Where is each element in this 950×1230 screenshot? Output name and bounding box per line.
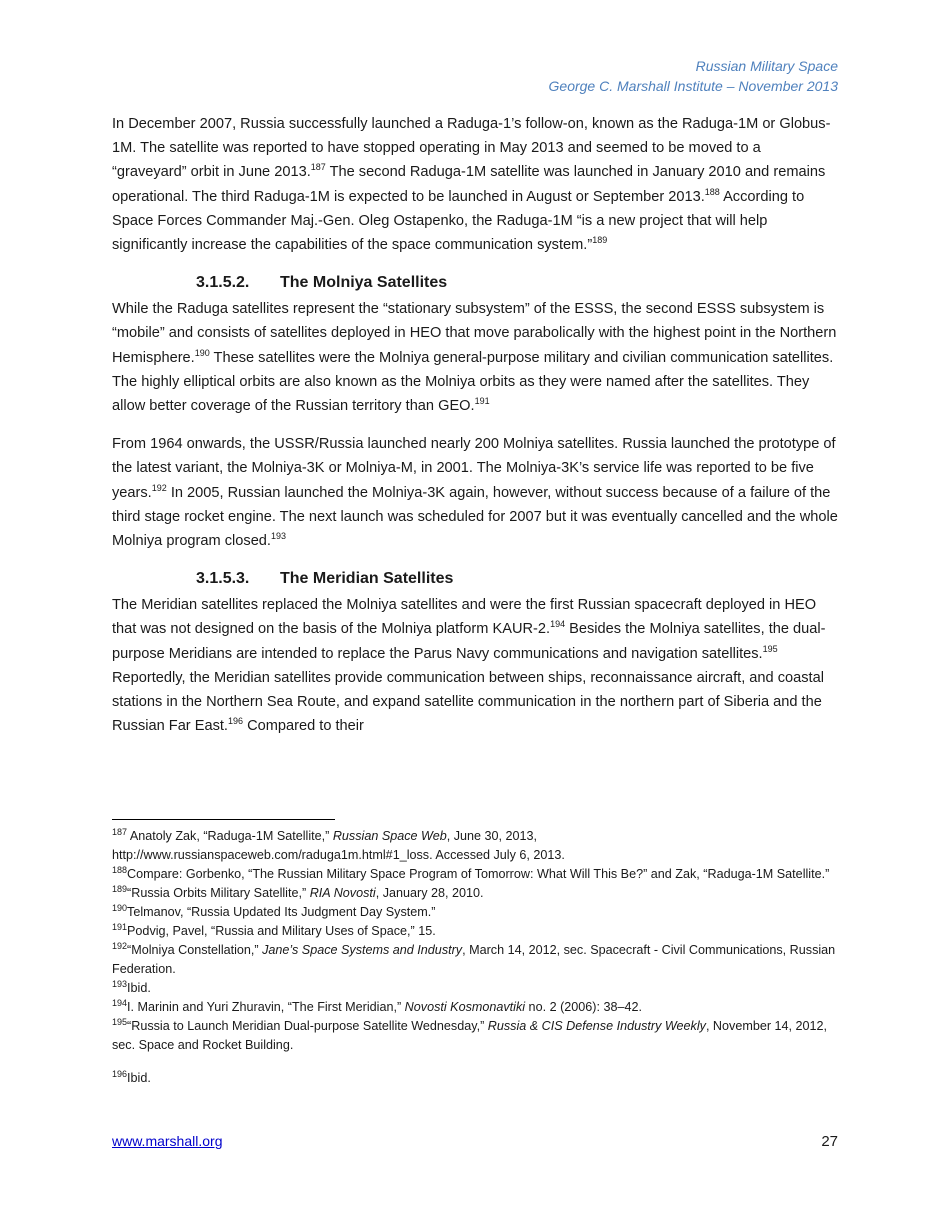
text-run: Besides the Molniya satellites, the dual-purpose Meridians are intended to replace the Parus Navy communications and navigation satellites. [112, 621, 826, 662]
footnote-number: 190 [112, 902, 128, 913]
footnote-number: 195 [112, 1016, 128, 1027]
footnote-number: 188 [112, 864, 128, 875]
paragraph-molniya-2 [112, 432, 838, 553]
text-run: According to Space Forces Commander Maj.-Gen. Oleg Ostapenko, the Raduga-1M “is a new project that will help significantly increase the capabilities of the space communication system.” [112, 188, 805, 254]
footnote-ref[interactable]: 193 [270, 531, 287, 542]
footnote-text: Telmanov, “Russia Updated Its Judgment Day System.” [127, 905, 436, 919]
text-run: While the Raduga satellites represent the “stationary subsystem” of the ESSS, the second ESSS subsystem is “mobile” and consists of satellites deployed in HEO that move parabolically with the highest point in the Northern Hemisphere. [112, 301, 837, 366]
footnote-ref[interactable]: 188 [704, 186, 720, 197]
footnote-url[interactable]: http://www.russianspaceweb.com/raduga1m.html#1_loss. Accessed July 6, 2013. [112, 848, 565, 862]
footnote-text: , June 30, 2013, [446, 829, 538, 843]
footer-website-link[interactable]: www.marshall.org [112, 1133, 223, 1149]
footnote-text: , November 14, 2012, sec. Space and Rocket Building. [112, 1019, 828, 1052]
footnote-source: Russia & CIS Defense Industry Weekly [487, 1019, 706, 1033]
paragraph-molniya-1 [112, 297, 838, 418]
footnote-text: , January 28, 2010. [375, 886, 484, 900]
footnote-text: Podvig, Pavel, “Russia and Military Uses of Space,” 15. [127, 924, 436, 938]
footnote-text: Ibid. [127, 1071, 151, 1085]
paragraph-meridian [112, 593, 838, 738]
footnote-source: Russian Space Web [332, 829, 447, 843]
footnote-193 [112, 979, 838, 998]
header-title: Russian Military Space [695, 58, 838, 74]
footnote-ref[interactable]: 196 [227, 716, 244, 727]
footnote-194 [112, 998, 838, 1017]
footnote-190 [112, 903, 838, 922]
footnote-number: 189 [112, 883, 128, 894]
footnote-number: 193 [112, 978, 128, 989]
footnote-number: 194 [112, 997, 128, 1008]
text-run: In December 2007, Russia successfully launched a Raduga-1’s follow-on, known as the Raduga-1M or Globus-1M. The satellite was reported to have stopped operating in May 2013 and seemed to be moved to a “graveyard” orbit in June 2013. [112, 116, 831, 181]
footnote-ref[interactable]: 195 [762, 643, 778, 654]
text-run: The Meridian satellites replaced the Molniya satellites and were the first Russian spacecraft deployed in HEO that was not designed on the basis of the Molniya platform KAUR-2. [112, 597, 817, 638]
section-heading-molniya [196, 271, 838, 295]
text-run: In 2005, Russian launched the Molniya-3K again, however, without success because of a failure of the third stage rocket engine. The next launch was scheduled for 2007 but it was eventually cancelled and the whole Molniya program closed. [112, 484, 838, 550]
footnote-number: 196 [112, 1068, 128, 1079]
footnote-text: “Russia Orbits Military Satellite,” [127, 886, 310, 900]
footnote-separator [112, 819, 335, 820]
footnote-191 [112, 922, 838, 941]
text-run: From 1964 onwards, the USSR/Russia launched nearly 200 Molniya satellites. Russia launched the prototype of the latest variant, the Molniya-3K or Molniya-M, in 2001. The Molniya-3K’s service life was reported to be five years. [112, 436, 836, 501]
section-title: The Molniya Satellites [280, 274, 448, 292]
footnote-196 [112, 1069, 838, 1088]
main-text [112, 112, 838, 738]
footnote-text: I. Marinin and Yuri Zhuravin, “The First Meridian,” [127, 1000, 405, 1014]
text-run: Compared to their [243, 718, 364, 735]
section-number: 3.1.5.3. [196, 570, 250, 588]
footnote-text: no. 2 (2006): 38–42. [525, 1000, 642, 1014]
footnote-source: Jane’s Space Systems and Industry [262, 943, 463, 957]
footnote-189 [112, 884, 838, 903]
text-run: Reportedly, the Meridian satellites provide communication between ships, reconnaissance aircraft, and coastal stations in the Northern Sea Route, and expand satellite communication in the northern part of Siberia and the Russian Far East. [112, 669, 824, 735]
footnote-number: 192 [112, 940, 128, 951]
footnote-text: Compare: Gorbenko, “The Russian Military Space Program of Tomorrow: What Will This Be?” and Zak, “Raduga-1M Satellite.” [127, 867, 830, 881]
header-subtitle: George C. Marshall Institute – November 2013 [548, 78, 838, 94]
footnote-ref[interactable]: 187 [310, 162, 326, 173]
footnote-source: RIA Novosti [309, 886, 376, 900]
section-heading-meridian [196, 567, 838, 591]
footnote-ref[interactable]: 192 [151, 482, 167, 493]
footnote-ref[interactable]: 191 [474, 396, 490, 407]
page-number: 27 [821, 1133, 838, 1150]
paragraph-raduga [112, 112, 838, 257]
text-run: These satellites were the Molniya general-purpose military and civilian communication satellites. The highly elliptical orbits are also known as the Molniya orbits as they were named after the satellites. They allow better coverage of the Russian territory than GEO. [112, 349, 834, 415]
running-header [549, 56, 838, 96]
section-number: 3.1.5.2. [196, 274, 250, 292]
footnotes [112, 827, 838, 1088]
text-run: The second Raduga-1M satellite was launched in January 2010 and remains operational. The third Raduga-1M is expected to be launched in August or September 2013. [112, 164, 826, 205]
footnote-text: “Molniya Constellation,” [127, 943, 263, 957]
footnote-187 [112, 827, 838, 865]
footnote-192 [112, 941, 838, 979]
footnote-195 [112, 1017, 838, 1055]
section-title: The Meridian Satellites [280, 570, 454, 588]
footnote-188 [112, 865, 838, 884]
footnote-ref[interactable]: 189 [592, 235, 608, 246]
footnote-text: , March 14, 2012, sec. Spacecraft - Civil Communications, Russian Federation. [112, 943, 836, 976]
footnote-ref[interactable]: 190 [194, 347, 210, 358]
footnote-source: Novosti Kosmonavtiki [404, 1000, 526, 1014]
footnote-text: “Russia to Launch Meridian Dual-purpose Satellite Wednesday,” [127, 1019, 488, 1033]
footnote-text: Anatoly Zak, “Raduga-1M Satellite,” [127, 829, 333, 843]
footnote-text: Ibid. [127, 981, 151, 995]
footnote-number: 191 [112, 921, 128, 932]
footnote-ref[interactable]: 194 [550, 619, 566, 630]
footnote-number: 187 [112, 826, 128, 837]
